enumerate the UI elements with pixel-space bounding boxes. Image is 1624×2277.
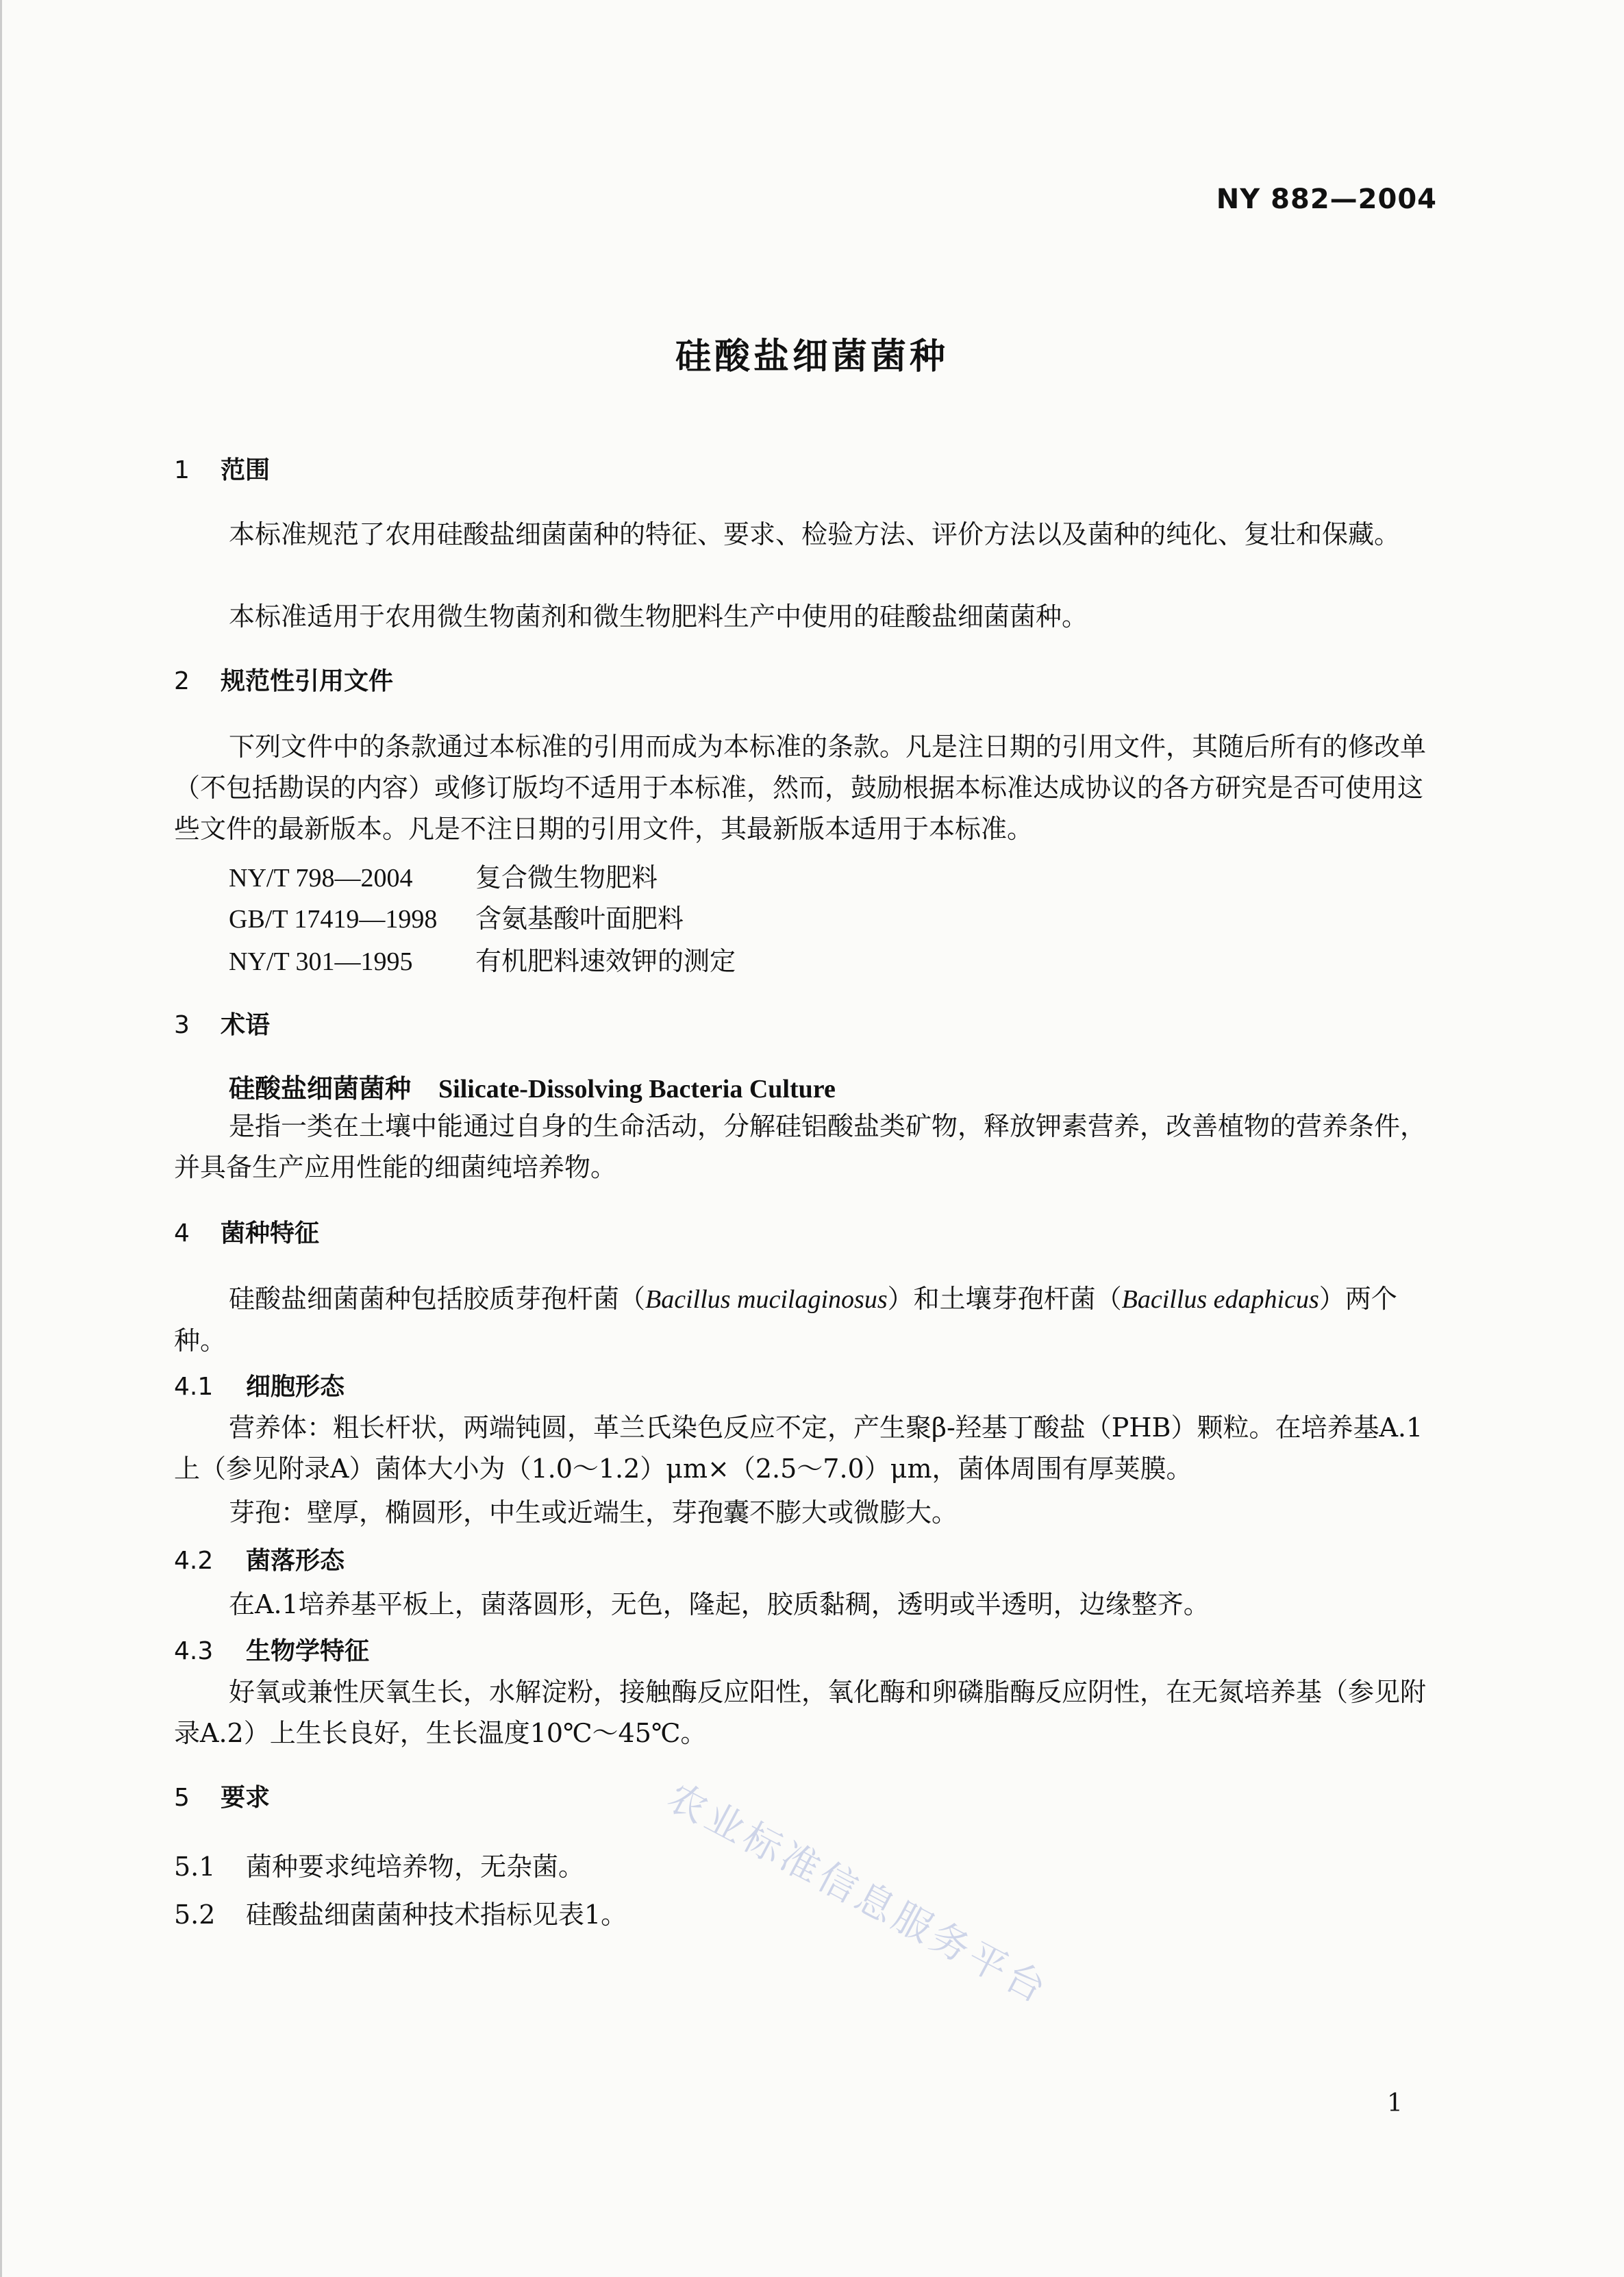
reference-code: GB/T 17419—1998 — [229, 905, 438, 934]
subsection-4-1-paragraph-2: 芽孢：壁厚，椭圆形，中生或近端生，芽孢囊不膨大或微膨大。 — [229, 1497, 958, 1528]
subsection-title: 菌落形态 — [246, 1547, 345, 1575]
species-name: Bacillus edaphicus — [1121, 1285, 1319, 1314]
subsection-number: 4.3 — [174, 1637, 214, 1665]
clause-text: 硅酸盐细菌菌种技术指标见表1。 — [246, 1900, 627, 1930]
section-number: 5 — [174, 1784, 190, 1812]
section-title: 要求 — [221, 1784, 271, 1812]
watermark: 农业标准信息服务平台 — [660, 1774, 1056, 2014]
subsection-4-1-heading — [174, 1367, 345, 1402]
reference-item — [229, 856, 658, 894]
section-4-paragraph-1 — [174, 1278, 1434, 1361]
section-1-heading — [174, 451, 270, 486]
section-4-heading — [174, 1214, 319, 1249]
section-3-heading — [174, 1006, 270, 1041]
section-number: 1 — [174, 456, 190, 484]
section-title: 规范性引用文件 — [221, 667, 394, 695]
clause-number: 5.1 — [174, 1852, 216, 1882]
reference-name: 有机肥料速效钾的测定 — [475, 946, 736, 976]
term-chinese: 硅酸盐细菌菌种 — [229, 1073, 412, 1104]
subsection-4-2-heading — [174, 1541, 345, 1576]
subsection-4-2-paragraph-1: 在A.1培养基平板上，菌落圆形，无色，隆起，胶质黏稠，透明或半透明，边缘整齐。 — [229, 1589, 1210, 1619]
section-2-paragraph-1: 下列文件中的条款通过本标准的引用而成为本标准的条款。凡是注日期的引用文件，其随后所有的修改单（不包括勘误的内容）或修订版均不适用于本标准，然而，鼓励根据本标准达成协议的各方研究是否可使用这些文件的最新版本。凡是不注日期的引用文件，其最新版本适用于本标准。 — [174, 732, 1427, 844]
text-run: ）两个种。 — [174, 1284, 1397, 1356]
reference-code: NY/T 301—1995 — [229, 947, 413, 976]
section-number: 3 — [174, 1011, 190, 1039]
section-title: 范围 — [221, 456, 271, 484]
page-number: 1 — [1387, 2089, 1403, 2117]
clause-5-1 — [174, 1845, 584, 1883]
text-run: 硅酸盐细菌菌种包括胶质芽孢杆菌（ — [229, 1284, 646, 1314]
section-5-heading — [174, 1778, 270, 1813]
subsection-4-1-paragraph-1: 营养体：粗长杆状，两端钝圆，革兰氏染色反应不定，产生聚β-羟基丁酸盐（PHB）颗粒。在培养基A.1上（参见附录A）菌体大小为（1.0～1.2）μm×（2.5～7.0）μm，菌体周围有厚荚膜。 — [174, 1413, 1423, 1484]
clause-number: 5.2 — [174, 1900, 216, 1930]
document-title: 硅酸盐细菌菌种 — [675, 336, 949, 377]
section-1-paragraph-2: 本标准适用于农用微生物菌剂和微生物肥料生产中使用的硅酸盐细菌菌种。 — [229, 601, 1088, 632]
term-english: Silicate-Dissolving Bacteria Culture — [438, 1075, 836, 1104]
section-title: 菌种特征 — [221, 1219, 320, 1247]
subsection-title: 生物学特征 — [246, 1637, 370, 1665]
section-number: 2 — [174, 667, 190, 695]
species-name: Bacillus mucilaginosus — [645, 1285, 888, 1314]
reference-code: NY/T 798—2004 — [229, 864, 413, 893]
section-title: 术语 — [221, 1011, 271, 1039]
subsection-number: 4.1 — [174, 1373, 214, 1401]
term-entry — [229, 1067, 836, 1105]
term-definition: 是指一类在土壤中能通过自身的生命活动，分解硅铝酸盐类矿物，释放钾素营养，改善植物的营养条件，并具备生产应用性能的细菌纯培养物。 — [174, 1111, 1427, 1182]
text-run: ）和土壤芽孢杆菌（ — [887, 1284, 1122, 1314]
reference-item — [229, 940, 736, 978]
standard-code: NY 882—2004 — [1216, 184, 1437, 215]
reference-item — [229, 897, 684, 935]
subsection-4-3-paragraph-1: 好氧或兼性厌氧生长，水解淀粉，接触酶反应阳性，氧化酶和卵磷脂酶反应阴性，在无氮培养基（参见附录A.2）上生长良好，生长温度10℃～45℃。 — [174, 1677, 1427, 1748]
section-2-heading — [174, 662, 393, 697]
subsection-title: 细胞形态 — [246, 1373, 345, 1401]
subsection-4-3-heading — [174, 1632, 369, 1667]
clause-text: 菌种要求纯培养物，无杂菌。 — [246, 1852, 585, 1882]
clause-5-2 — [174, 1893, 627, 1931]
subsection-number: 4.2 — [174, 1547, 214, 1575]
section-number: 4 — [174, 1219, 190, 1247]
reference-name: 含氨基酸叶面肥料 — [475, 904, 684, 934]
reference-name: 复合微生物肥料 — [475, 862, 658, 893]
section-1-paragraph-1: 本标准规范了农用硅酸盐细菌菌种的特征、要求、检验方法、评价方法以及菌种的纯化、复壮和保藏。 — [229, 519, 1401, 549]
